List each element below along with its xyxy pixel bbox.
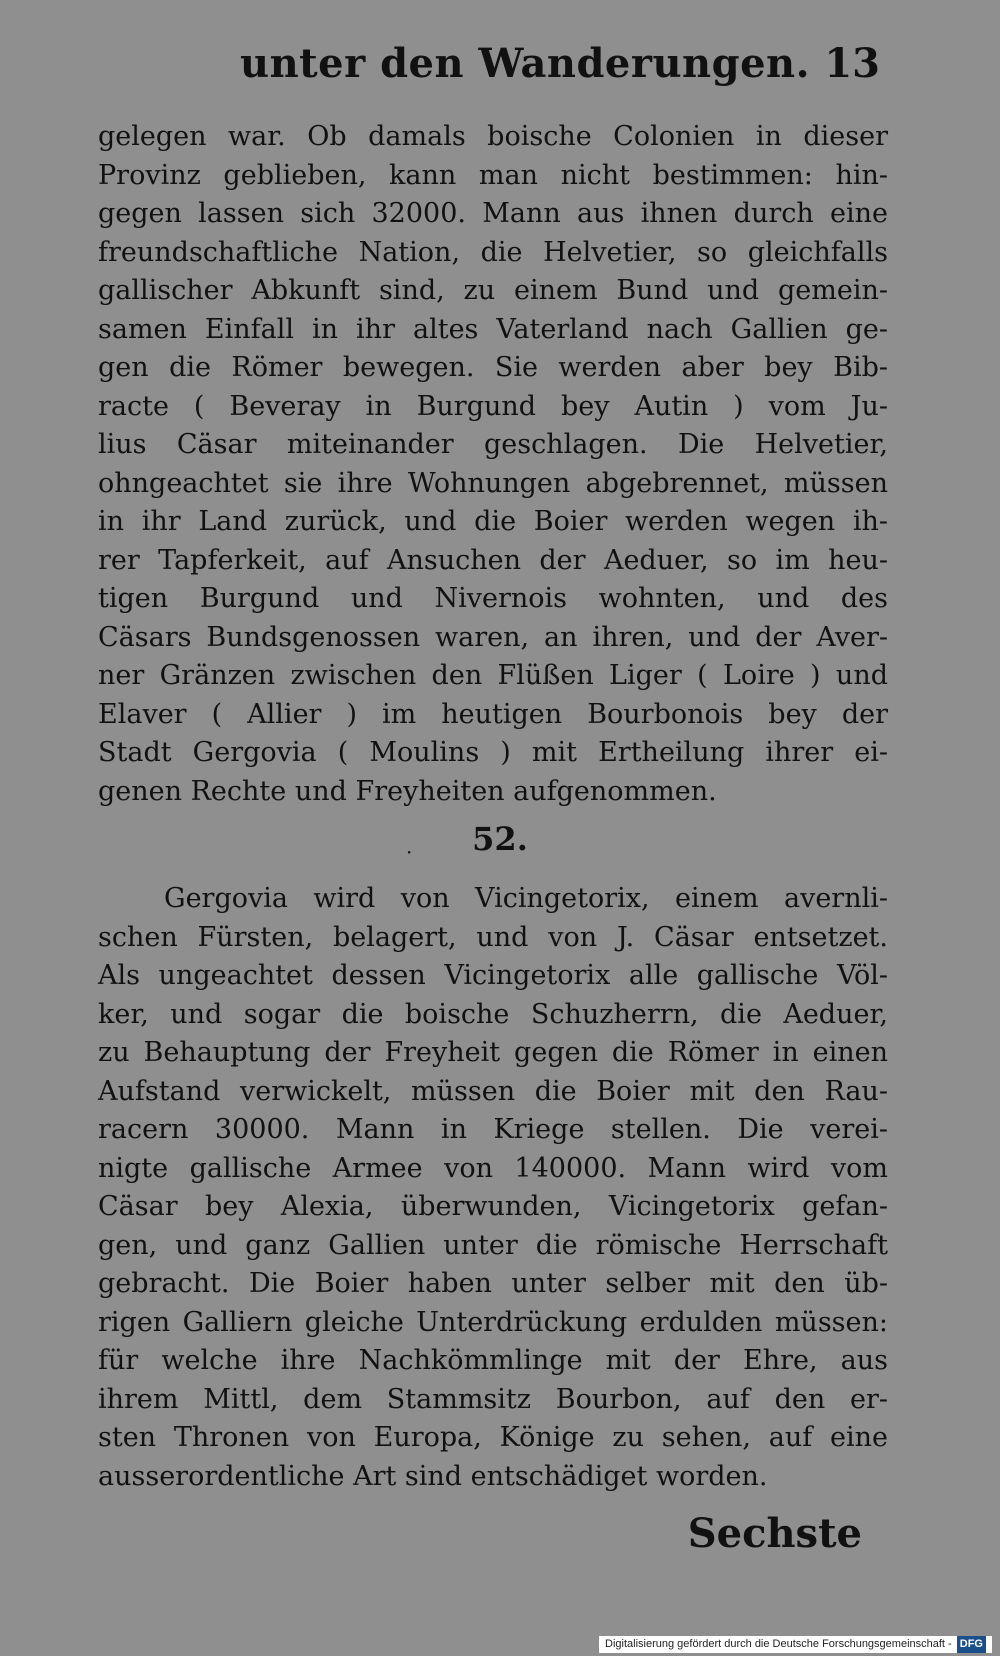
digitization-credit bbox=[599, 1636, 992, 1653]
text-line: Stadt Gergovia ( Moulins ) mit Ertheilung ihrer ei- bbox=[98, 737, 888, 768]
text-line: für welche ihre Nachkömmlinge mit der Ehre, aus bbox=[98, 1345, 888, 1376]
text-line: genen Rechte und Freyheiten aufgenommen. bbox=[98, 775, 717, 807]
text-line: lius Cäsar miteinander geschlagen. Die Helvetier, bbox=[98, 429, 888, 460]
text-line: ihrem Mittl, dem Stammsitz Bourbon, auf den er- bbox=[98, 1383, 888, 1415]
text-line: Provinz geblieben, kann man nicht bestimmen: hin- bbox=[98, 159, 888, 191]
text-line: tigen Burgund und Nivernois wohnten, und des bbox=[98, 583, 888, 614]
stray-mark: · bbox=[406, 840, 413, 864]
dfg-logo: DFG bbox=[957, 1636, 986, 1653]
text-line: gen, und ganz Gallien unter die römische Herrschaft bbox=[98, 1229, 888, 1261]
running-title: unter den Wanderungen. bbox=[240, 40, 811, 87]
text-line: racern 30000. Mann in Kriege stellen. Die verei- bbox=[98, 1114, 888, 1145]
text-line: gegen lassen sich 32000. Mann aus ihnen durch eine bbox=[98, 198, 888, 229]
text-line: gebracht. Die Boier haben unter selber mit den üb- bbox=[98, 1268, 888, 1299]
text-line: ker, und sogar die boische Schuzherrn, die Aeduer, bbox=[98, 998, 888, 1030]
text-line: Cäsars Bundsgenossen waren, an ihren, und der Aver- bbox=[98, 621, 888, 653]
catchword: Sechste bbox=[687, 1510, 862, 1557]
text-line: gen die Römer bewegen. Sie werden aber bey Bib- bbox=[98, 352, 888, 383]
credit-text: Digitalisierung gefördert durch die Deutsche Forschungsgemeinschaft - bbox=[605, 1638, 952, 1650]
text-line: in ihr Land zurück, und die Boier werden wegen ih- bbox=[98, 506, 888, 537]
text-line: zu Behauptung der Freyheit gegen die Römer in einen bbox=[98, 1037, 888, 1068]
page-header bbox=[100, 40, 880, 100]
text-line: gelegen war. Ob damals boische Colonien in dieser bbox=[98, 121, 888, 152]
text-line: schen Fürsten, belagert, und von J. Cäsar entsetzet. bbox=[98, 921, 888, 953]
text-line: sten Thronen von Europa, Könige zu sehen, auf eine bbox=[98, 1422, 888, 1453]
text-line: nigte gallische Armee von 140000. Mann wird vom bbox=[98, 1152, 888, 1184]
text-line: freundschaftliche Nation, die Helvetier, so gleichfalls bbox=[98, 236, 888, 268]
paragraph-2 bbox=[98, 880, 888, 1496]
text-line: rigen Galliern gleiche Unterdrückung erdulden müssen: bbox=[98, 1306, 888, 1338]
text-line: Elaver ( Allier ) im heutigen Bourbonois bey der bbox=[98, 698, 888, 730]
text-line: Gergovia wird von Vicingetorix, einem avernli- bbox=[164, 883, 888, 914]
text-line: Cäsar bey Alexia, überwunden, Vicingetorix gefan- bbox=[98, 1191, 888, 1222]
text-line: ausserordentliche Art sind entschädiget worden. bbox=[98, 1460, 768, 1492]
text-line: rer Tapferkeit, auf Ansuchen der Aeduer, so im heu- bbox=[98, 544, 888, 576]
page-number: 13 bbox=[824, 40, 880, 87]
text-line: Aufstand verwickelt, müssen die Boier mit den Rau- bbox=[98, 1075, 888, 1107]
section-number: 52. bbox=[472, 820, 528, 858]
text-line: ohngeachtet sie ihre Wohnungen abgebrennet, müssen bbox=[98, 467, 888, 499]
text-line: Als ungeachtet dessen Vicingetorix alle gallische Völ- bbox=[98, 960, 888, 991]
paragraph-1 bbox=[98, 118, 888, 811]
text-line: racte ( Beveray in Burgund bey Autin ) vom Ju- bbox=[98, 390, 888, 422]
text-line: ner Gränzen zwischen den Flüßen Liger ( Loire ) und bbox=[98, 660, 888, 691]
text-line: samen Einfall in ihr altes Vaterland nach Gallien ge- bbox=[98, 313, 888, 345]
text-line: gallischer Abkunft sind, zu einem Bund und gemein- bbox=[98, 275, 888, 306]
